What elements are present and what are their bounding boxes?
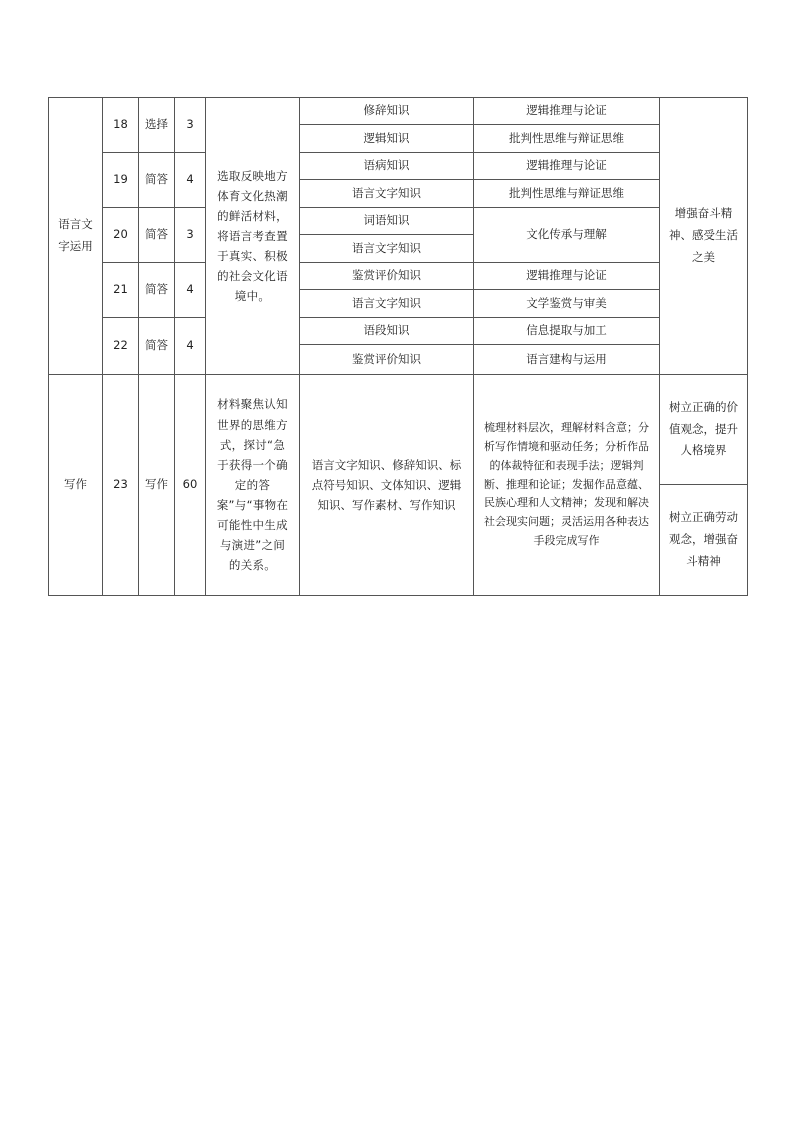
question-type: 写作	[139, 375, 175, 596]
ability-cell: 逻辑推理与论证	[474, 263, 660, 290]
material-description: 材料聚焦认知世界的思维方式，探讨“急于获得一个确定的答案”与“事物在可能性中生成与演进”之间的关系。	[206, 375, 300, 596]
table-row	[49, 98, 748, 125]
goal-cell: 增强奋斗精神、感受生活之美	[660, 98, 748, 375]
question-type: 简答	[139, 153, 175, 208]
knowledge-cell: 语段知识	[300, 318, 474, 345]
goal-cell: 树立正确劳动观念，增强奋斗精神	[660, 485, 748, 596]
exam-spec-table	[48, 97, 748, 596]
ability-cell: 批判性思维与辩证思维	[474, 180, 660, 208]
section-name: 写作	[49, 375, 103, 596]
goal-cell: 树立正确的价值观念，提升人格境界	[660, 375, 748, 485]
ability-cell: 信息提取与加工	[474, 318, 660, 345]
question-score: 4	[175, 263, 206, 318]
table-row	[49, 263, 748, 290]
question-score: 60	[175, 375, 206, 596]
table-row	[49, 153, 748, 180]
section-name: 语言文字运用	[49, 98, 103, 375]
ability-cell: 语言建构与运用	[474, 345, 660, 375]
knowledge-cell: 语言文字知识	[300, 180, 474, 208]
question-number: 21	[103, 263, 139, 318]
question-type: 简答	[139, 208, 175, 263]
ability-cell: 文化传承与理解	[474, 208, 660, 263]
material-description: 选取反映地方体育文化热潮的鲜活材料，将语言考查置于真实、积极的社会文化语境中。	[206, 98, 300, 375]
knowledge-cell: 鉴赏评价知识	[300, 345, 474, 375]
question-type: 简答	[139, 263, 175, 318]
table-row	[49, 375, 748, 485]
knowledge-cell: 修辞知识	[300, 98, 474, 125]
table-row	[49, 208, 748, 235]
question-type: 简答	[139, 318, 175, 375]
question-score: 4	[175, 153, 206, 208]
question-score: 3	[175, 208, 206, 263]
question-number: 18	[103, 98, 139, 153]
question-number: 20	[103, 208, 139, 263]
ability-cell: 文学鉴赏与审美	[474, 290, 660, 318]
knowledge-cell: 语言文字知识	[300, 235, 474, 263]
table-row	[49, 318, 748, 345]
knowledge-cell: 语言文字知识、修辞知识、标点符号知识、文体知识、逻辑知识、写作素材、写作知识	[300, 375, 474, 596]
question-type: 选择	[139, 98, 175, 153]
ability-cell: 逻辑推理与论证	[474, 98, 660, 125]
ability-cell: 逻辑推理与论证	[474, 153, 660, 180]
knowledge-cell: 鉴赏评价知识	[300, 263, 474, 290]
question-score: 4	[175, 318, 206, 375]
knowledge-cell: 语言文字知识	[300, 290, 474, 318]
question-number: 23	[103, 375, 139, 596]
ability-cell: 梳理材料层次，理解材料含意；分析写作情境和驱动任务；分析作品的体裁特征和表现手法；逻辑判断、推理和论证；发掘作品意蕴、民族心理和人文精神；发现和解决社会现实问题；灵活运用各种表达手段完成写作	[474, 375, 660, 596]
question-number: 19	[103, 153, 139, 208]
knowledge-cell: 词语知识	[300, 208, 474, 235]
question-number: 22	[103, 318, 139, 375]
question-score: 3	[175, 98, 206, 153]
knowledge-cell: 语病知识	[300, 153, 474, 180]
ability-cell: 批判性思维与辩证思维	[474, 125, 660, 153]
knowledge-cell: 逻辑知识	[300, 125, 474, 153]
